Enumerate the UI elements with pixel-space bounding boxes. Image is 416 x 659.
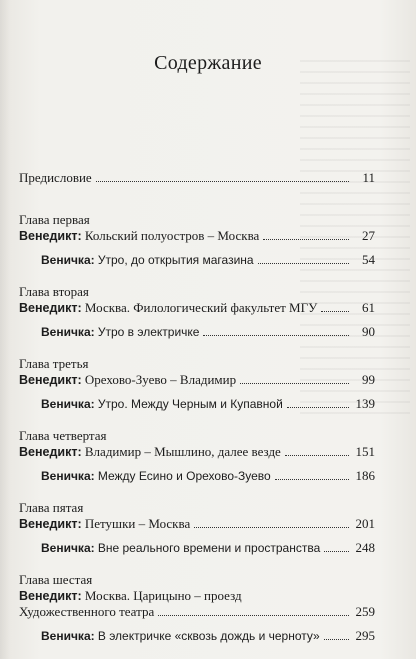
toc-entry-venedikt[interactable]: [19, 444, 375, 460]
entry-label: Вне реального времени и пространства: [97, 541, 321, 555]
page-number: 27: [362, 228, 375, 243]
speaker-name: Венедикт:: [19, 301, 82, 315]
entry-label: Утро. Между Черным и Купавной: [97, 397, 283, 411]
toc-entry-venedikt[interactable]: [19, 588, 375, 620]
chapter-block: [19, 356, 375, 412]
entry-label: Утро, до открытия магазина: [97, 253, 254, 267]
dot-leader: [324, 639, 349, 640]
chapter-heading: Глава третья: [19, 356, 89, 371]
page-number: 295: [355, 628, 375, 643]
chapter-heading: Глава шестая: [19, 572, 93, 587]
toc-entry-venedikt[interactable]: [19, 300, 375, 316]
toc-entry-venichka[interactable]: [19, 252, 375, 268]
page-number: 248: [355, 540, 375, 555]
chapter-heading: Глава первая: [19, 212, 90, 227]
chapter-block: [19, 212, 375, 268]
page-number: 139: [355, 396, 375, 411]
entry-label-continued: Художественного театра: [19, 604, 155, 619]
entry-label: Орехово-Зуево – Владимир: [84, 372, 237, 387]
chapter-block: [19, 284, 375, 340]
page-number: 90: [362, 324, 375, 339]
entry-label: Москва. Филологический факультет МГУ: [84, 300, 318, 315]
page-number: 11: [362, 170, 375, 185]
chapter-heading: Глава пятая: [19, 500, 84, 515]
dot-leader: [287, 407, 349, 408]
speaker-name: Венедикт:: [19, 589, 82, 603]
entry-label: Предисловие: [19, 170, 92, 185]
page-number: 61: [362, 300, 375, 315]
toc-entry-venichka[interactable]: [19, 628, 375, 644]
entry-label: Москва. Царицыно – проезд: [84, 588, 242, 603]
speaker-name: Венедикт:: [19, 517, 82, 531]
dot-leader: [258, 263, 349, 264]
chapter-heading: Глава четвертая: [19, 428, 107, 443]
page-number: 99: [362, 372, 375, 387]
dot-leader: [321, 311, 349, 312]
dot-leader: [96, 181, 349, 182]
page-number: 201: [355, 516, 375, 531]
dot-leader: [158, 615, 349, 616]
speaker-name: Веничка:: [41, 541, 95, 555]
toc-entry-venedikt[interactable]: [19, 228, 375, 244]
speaker-name: Веничка:: [41, 629, 95, 643]
speaker-name: Венедикт:: [19, 229, 82, 243]
dot-leader: [285, 455, 349, 456]
toc-entry-venichka[interactable]: [19, 468, 375, 484]
page-title: Содержание: [154, 52, 262, 74]
chapter-block: [19, 428, 375, 484]
dot-leader: [194, 527, 349, 528]
speaker-name: Веничка:: [41, 469, 95, 483]
speaker-name: Венедикт:: [19, 373, 82, 387]
table-of-contents: [19, 170, 375, 644]
entry-label: Петушки – Москва: [84, 516, 191, 531]
chapter-heading: Глава вторая: [19, 284, 89, 299]
entry-label: Утро в электричке: [97, 325, 200, 339]
toc-entry-preface[interactable]: [19, 170, 375, 186]
speaker-name: Венедикт:: [19, 445, 82, 459]
toc-entry-venichka[interactable]: [19, 396, 375, 412]
page-number: 186: [355, 468, 375, 483]
entry-label: В электричке «сквозь дождь и черноту»: [97, 629, 320, 643]
entry-label: Между Есино и Орехово-Зуево: [97, 469, 271, 483]
toc-entry-venichka[interactable]: [19, 540, 375, 556]
speaker-name: Веничка:: [41, 397, 95, 411]
chapter-block: [19, 572, 375, 644]
dot-leader: [240, 383, 349, 384]
toc-entry-venedikt[interactable]: [19, 372, 375, 388]
speaker-name: Веничка:: [41, 325, 95, 339]
toc-entry-venichka[interactable]: [19, 324, 375, 340]
dot-leader: [263, 239, 349, 240]
chapter-block: [19, 500, 375, 556]
entry-label: Кольский полуостров – Москва: [84, 228, 260, 243]
dot-leader: [203, 335, 349, 336]
page-number: 151: [355, 444, 375, 459]
speaker-name: Веничка:: [41, 253, 95, 267]
page-number: 259: [355, 604, 375, 619]
toc-entry-venedikt[interactable]: [19, 516, 375, 532]
dot-leader: [324, 551, 349, 552]
page-number: 54: [362, 252, 375, 267]
entry-label: Владимир – Мышлино, далее везде: [84, 444, 281, 459]
dot-leader: [275, 479, 349, 480]
